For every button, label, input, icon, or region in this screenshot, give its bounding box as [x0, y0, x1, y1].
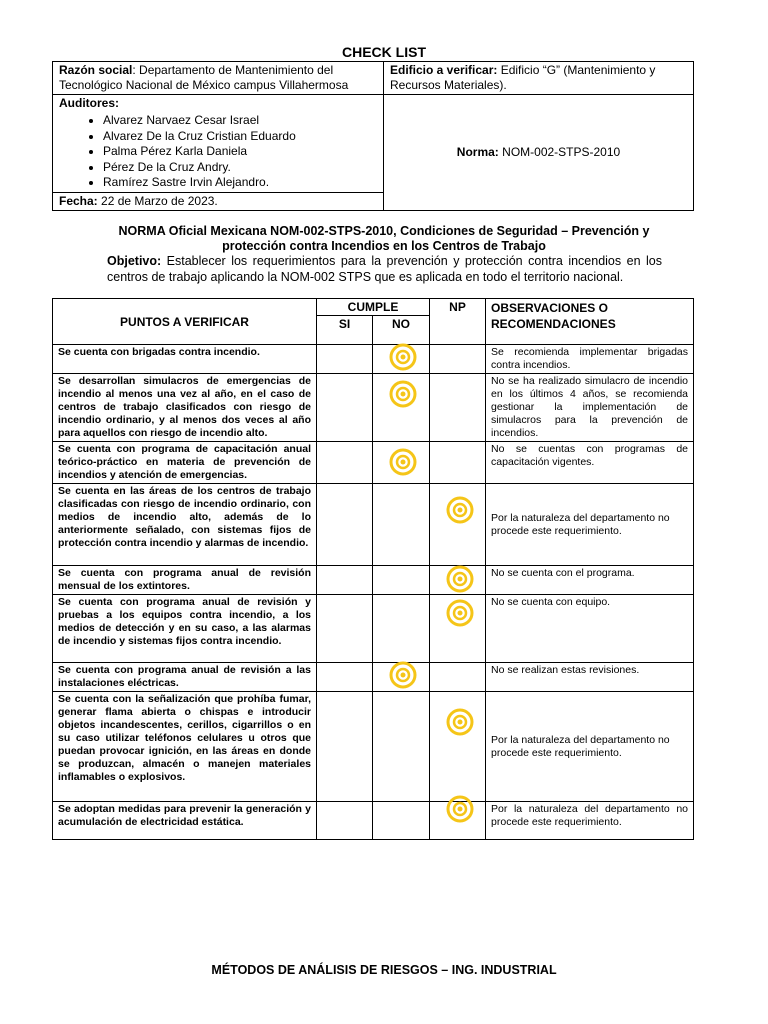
si-cell: [317, 566, 373, 595]
np-cell: [430, 484, 486, 566]
auditores-list: [59, 113, 377, 191]
auditor-item: • Alvarez Narvaez Cesar Israel: [103, 113, 377, 129]
table-row: [53, 374, 694, 442]
row-point: Se cuenta con brigadas contra incendio.: [53, 345, 317, 374]
objetivo-label: Objetivo:: [107, 254, 162, 268]
table-row: [53, 484, 694, 566]
norma-cell: [384, 95, 694, 211]
np-cell: [430, 692, 486, 802]
row-observation: Por la naturaleza del departamento no procede este requerimiento.: [486, 484, 694, 566]
target-circle-icon: [389, 343, 417, 371]
si-cell: [317, 663, 373, 692]
row-observation: Por la naturaleza del departamento no procede este requerimiento.: [486, 692, 694, 802]
si-cell: [317, 484, 373, 566]
si-cell: [317, 802, 373, 840]
edificio-value: Edificio “G” (Mantenimiento y Recursos Materiales).: [390, 63, 656, 92]
fecha-cell: [53, 192, 384, 210]
no-cell: [373, 692, 430, 802]
no-cell: [373, 595, 430, 663]
no-cell: [373, 484, 430, 566]
row-point: Se adoptan medidas para prevenir la generación y acumulación de electricidad estática.: [53, 802, 317, 840]
no-cell: [373, 442, 430, 484]
razon-social-cell: [53, 62, 384, 95]
table-row: [53, 566, 694, 595]
target-circle-icon: [446, 565, 474, 593]
row-observation: Se recomienda implementar brigadas contra incendios.: [486, 345, 694, 374]
si-cell: [317, 595, 373, 663]
np-cell: [430, 595, 486, 663]
auditor-item: • Pérez De la Cruz Andry.: [103, 160, 377, 176]
header-no: NO: [373, 316, 430, 345]
target-circle-icon: [446, 496, 474, 524]
table-row: [53, 692, 694, 802]
row-observation: No se cuentas con programas de capacitación vigentes.: [486, 442, 694, 484]
si-cell: [317, 345, 373, 374]
norma-heading: NORMA Oficial Mexicana NOM-002-STPS-2010, Condiciones de Seguridad – Prevención y protección contra Incendios en los Centros de Trabajo: [118, 224, 650, 253]
table-row: [53, 802, 694, 840]
razon-social-value: : Departamento de Mantenimiento del Tecnológico Nacional de México campus Villahermosa: [59, 63, 349, 92]
target-circle-icon: [389, 380, 417, 408]
row-observation: No se ha realizado simulacro de incendio en los últimos 4 años, se recomienda gestionar la implementación de simulacros para la prevención de incendios.: [486, 374, 694, 442]
info-table: [52, 61, 694, 211]
checklist-table: [52, 298, 694, 840]
row-point: Se cuenta con la señalización que prohíba fumar, generar flama abierta o chispas e introducir objetos incandescentes, cerillos, cigarrillos o en su caso utilizar teléfonos celulares u otros que puedan provocar ignición, en las áreas en donde se produzcan, almacén o manejen materiales inflamables o explosivos.: [53, 692, 317, 802]
header-puntos: PUNTOS A VERIFICAR: [53, 299, 317, 345]
header-cumple: CUMPLE: [317, 299, 430, 316]
norma-label: Norma:: [456, 144, 499, 159]
table-row: [53, 595, 694, 663]
objetivo-text: Establecer los requerimientos para la prevención y protección contra incendios en los centros de trabajo aplicando la NOM-002 STPS que es aplicada en todo el territorio nacional.: [107, 254, 662, 284]
table-row: [53, 442, 694, 484]
target-circle-icon: [446, 708, 474, 736]
np-cell: [430, 374, 486, 442]
no-cell: [373, 374, 430, 442]
np-cell: [430, 566, 486, 595]
row-observation: No se realizan estas revisiones.: [486, 663, 694, 692]
np-cell: [430, 802, 486, 840]
no-cell: [373, 802, 430, 840]
objetivo-paragraph: [107, 253, 662, 285]
target-circle-icon: [389, 448, 417, 476]
row-observation: No se cuenta con equipo.: [486, 595, 694, 663]
table-row: [53, 663, 694, 692]
row-point: Se cuenta con programa anual de revisión y pruebas a los equipos contra incendio, a los medios de detección y en su caso, a las alarmas de incendio y sistemas fijos contra incendio.: [53, 595, 317, 663]
auditor-item: • Alvarez De la Cruz Cristian Eduardo: [103, 129, 377, 145]
row-point: Se cuenta con programa anual de revisión mensual de los extintores.: [53, 566, 317, 595]
np-cell: [430, 345, 486, 374]
target-circle-icon: [446, 599, 474, 627]
row-point: Se cuenta con programa anual de revisión a las instalaciones eléctricas.: [53, 663, 317, 692]
row-point: Se cuenta con programa de capacitación anual teórico-práctico en materia de prevención de incendios y atención de emergencias.: [53, 442, 317, 484]
table-row: [53, 345, 694, 374]
edificio-label: Edificio a verificar:: [390, 63, 498, 77]
auditores-label: Auditores:: [59, 96, 119, 110]
np-cell: [430, 663, 486, 692]
row-point: Se cuenta en las áreas de los centros de trabajo clasificadas con riesgo de incendio ordinario, con medios de incendio alto, además de lo anteriormente señalado, con sistemas fijos de protección contra incendio y alarmas de incendio.: [53, 484, 317, 566]
si-cell: [317, 374, 373, 442]
header-observaciones: OBSERVACIONES O RECOMENDACIONES: [486, 299, 694, 345]
target-circle-icon: [389, 661, 417, 689]
target-circle-icon: [446, 795, 474, 823]
auditor-item: • Ramírez Sastre Irvin Alejandro.: [103, 175, 377, 191]
fecha-label: Fecha:: [59, 193, 98, 208]
no-cell: [373, 663, 430, 692]
row-observation: No se cuenta con el programa.: [486, 566, 694, 595]
si-cell: [317, 692, 373, 802]
fecha-value: 22 de Marzo de 2023.: [97, 193, 218, 208]
auditor-item: • Palma Pérez Karla Daniela: [103, 144, 377, 160]
razon-social-label: Razón social: [59, 63, 133, 77]
no-cell: [373, 566, 430, 595]
edificio-cell: [384, 62, 694, 95]
header-np: NP: [430, 299, 486, 345]
page-title: CHECK LIST: [342, 44, 426, 60]
row-point: Se desarrollan simulacros de emergencias de incendio al menos una vez al año, en el caso de centros de trabajo clasificados con riesgo de incendio ordinario, y al menos dos veces al año para aquellos con riesgo de incendio alto.: [53, 374, 317, 442]
np-cell: [430, 442, 486, 484]
row-observation: Por la naturaleza del departamento no procede este requerimiento.: [486, 802, 694, 840]
norma-value: NOM-002-STPS-2010: [498, 144, 621, 159]
no-cell: [373, 345, 430, 374]
footer-text: MÉTODOS DE ANÁLISIS DE RIESGOS – ING. INDUSTRIAL: [211, 963, 557, 977]
header-si: SI: [317, 316, 373, 345]
si-cell: [317, 442, 373, 484]
auditores-cell: [53, 95, 384, 193]
